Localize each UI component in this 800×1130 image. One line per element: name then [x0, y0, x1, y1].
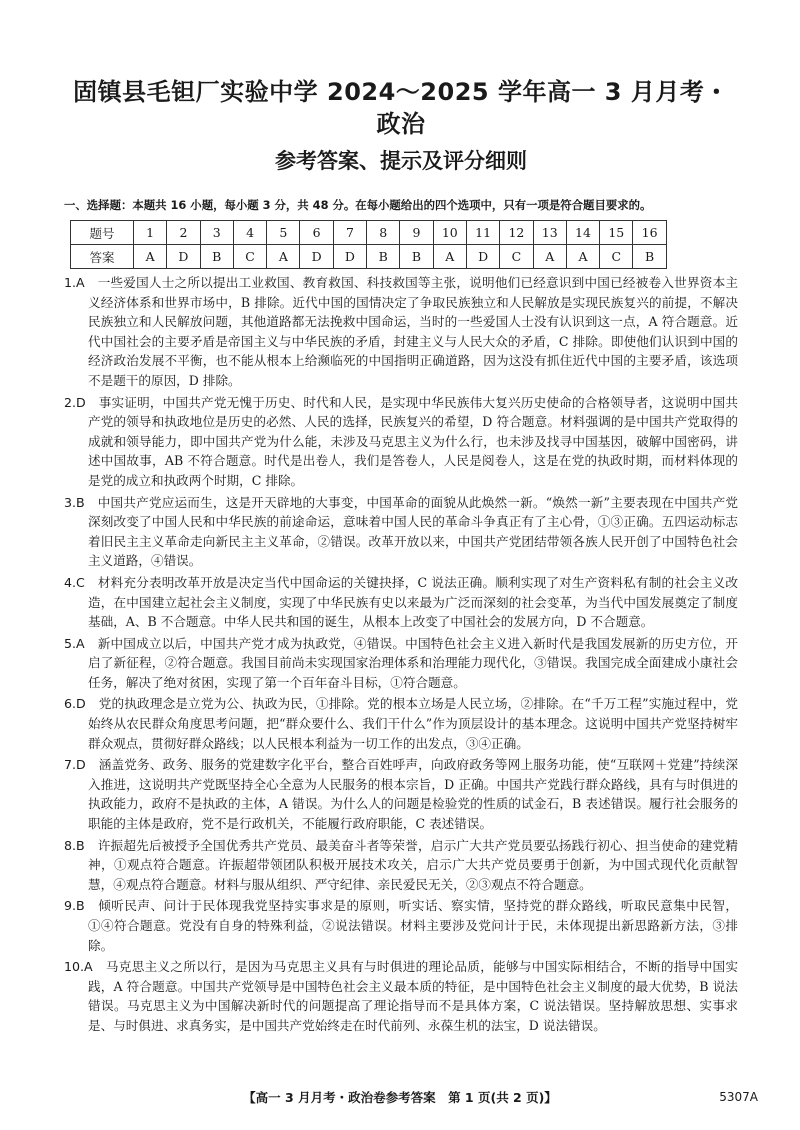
question-number: 11	[466, 221, 499, 245]
answer-letter: C	[600, 245, 633, 269]
item-number: 9.	[64, 898, 77, 914]
item-text: 材料充分表明改革开放是决定当代中国命运的关键抉择，C 说法正确。顺利实现了对生产资料私有制的社会主义改造，在中国建立起社会主义制度，实现了中华民族有史以来最为广泛而深刻的社会变革，为当代中国发展奠定了制度基础，A、B 不合题意。中华人民共和国的诞生，从根本上改变了中国社会的发展方向，D 不合题意。	[88, 574, 739, 630]
explanation-item	[64, 393, 738, 491]
item-text: 马克思主义之所以行，是因为马克思主义具有与时俱进的理论品质，能够与中国实际相结合，不断的指导中国实践，A 符合题意。中国共产党领导是中国特色社会主义最本质的特征，是中国特色社会主义制度的最大优势，B 说法错误。马克思主义为中国解决新时代的问题提高了理论指导而不是具体方案，C 说法错误。坚持解放思想、实事求是、与时俱进、求真务实，是中国共产党始终走在时代前列、永葆生机的法宝，D 说法错误。	[88, 959, 739, 1033]
page-footer: 【高一 3 月月考・政治卷参考答案 第 1 页(共 2 页)】	[243, 1090, 557, 1105]
answer-letter: B	[633, 245, 666, 269]
answer-table-row-label: 答案	[71, 245, 134, 269]
answer-table-row-label: 题号	[71, 221, 134, 245]
explanation-item	[64, 836, 738, 895]
question-number: 9	[400, 221, 433, 245]
item-number: 7.	[64, 757, 77, 773]
item-answer: B	[76, 494, 85, 510]
question-number: 13	[533, 221, 566, 245]
item-text: 倾听民声、问计于民体现我党坚持实事求是的原则，听实话、察实情，坚持党的群众路线，听取民意集中民智，①④符合题意。党没有自身的特殊利益，②说法错误。材料主要涉及党问计于民，未体现提出新思路新方法，③排除。	[88, 898, 739, 953]
explanation-item	[64, 896, 738, 955]
item-answer: D	[76, 394, 86, 410]
question-number: 6	[300, 221, 333, 245]
item-answer: B	[76, 837, 85, 853]
item-text: 党的执政理念是立党为公、执政为民，①排除。党的根本立场是人民立场，②排除。在“千万工程”实施过程中，党始终从农民群众角度思考问题，把“群众要什么、我们干什么”作为顶层设计的基本理念。这说明中国共产党坚持树牢群众观点，贯彻好群众路线；以人民根本利益为一切工作的出发点，③④正确。	[88, 696, 738, 751]
item-answer: B	[76, 898, 85, 914]
question-number: 10	[433, 221, 466, 245]
paper-code: 5307A	[719, 1090, 758, 1104]
answer-table-number-row	[71, 221, 667, 245]
question-number: 4	[233, 221, 266, 245]
answer-letter: D	[300, 245, 333, 269]
item-number: 4.	[64, 574, 77, 590]
question-number: 8	[367, 221, 400, 245]
answer-letter: A	[533, 245, 566, 269]
explanation-item	[64, 493, 738, 571]
page-subtitle: 参考答案、提示及评分细则	[275, 149, 527, 173]
item-answer: D	[76, 696, 86, 712]
answer-letter: A	[267, 245, 300, 269]
question-number: 2	[167, 221, 200, 245]
question-number: 7	[333, 221, 366, 245]
answer-table	[70, 220, 667, 269]
question-number: 16	[633, 221, 666, 245]
item-answer: D	[76, 757, 86, 773]
answer-letter: D	[466, 245, 499, 269]
question-number: 14	[566, 221, 599, 245]
item-answer: A	[84, 959, 93, 975]
answer-letter: B	[200, 245, 233, 269]
item-answer: A	[76, 275, 85, 290]
question-number: 5	[267, 221, 300, 245]
item-number: 1.	[64, 275, 77, 290]
answer-letter: A	[134, 245, 167, 269]
explanation-item	[64, 694, 738, 753]
item-text: 涵盖党务、政务、服务的党建数字化平台，整合百姓呼声，向政府政务等网上服务功能，使“互联网＋党建”持续深入推进，这说明共产党既坚持全心全意为人民服务的根本宗旨，D 正确。中国共产党践行群众路线，具有与时俱进的执政能力，政府不是执政的主体，A 错误。为什么人的问题是检验党的性质的试金石，B 表述错误。履行社会服务的职能的主体是政府，党不是行政机关，不能履行政府职能，C 表述错误。	[88, 757, 738, 832]
explanation-list	[64, 273, 738, 1036]
item-answer: A	[76, 635, 85, 651]
explanation-item	[64, 273, 738, 391]
question-number: 1	[134, 221, 167, 245]
answer-letter: A	[433, 245, 466, 269]
item-number: 6.	[64, 696, 77, 712]
question-number: 15	[600, 221, 633, 245]
answer-letter: C	[500, 245, 533, 269]
explanation-item	[64, 573, 738, 632]
item-text: 许振超先后被授予全国优秀共产党员、最美奋斗者等荣誉，启示广大共产党员要弘扬践行初心、担当使命的建党精神，①观点符合题意。许振超带领团队积极开展技术攻关，启示广大共产党员要勇于创新，为中国式现代化贡献智慧，④观点符合题意。材料与服从组织、严守纪律、亲民爱民无关，②③观点不符合题意。	[88, 837, 739, 892]
item-number: 5.	[64, 635, 77, 651]
answer-letter: A	[566, 245, 599, 269]
item-number: 3.	[64, 494, 77, 510]
question-number: 12	[500, 221, 533, 245]
explanation-item	[64, 755, 738, 833]
answer-letter: B	[367, 245, 400, 269]
answer-letter: D	[167, 245, 200, 269]
item-text: 新中国成立以后，中国共产党才成为执政党，④错误。中国特色社会主义进入新时代是我国发展新的历史方位，开启了新征程，②符合题意。我国目前尚未实现国家治理体系和治理能力现代化，③错误。我国完成全面建成小康社会任务，解决了绝对贫困，实现了第一个百年奋斗目标，①符合题意。	[88, 635, 739, 690]
answer-table-answer-row	[71, 245, 667, 269]
answer-letter: D	[333, 245, 366, 269]
item-text: 一些爱国人士之所以提出工业救国、教育救国、科技救国等主张，说明他们已经意识到中国已经被卷入世界资本主义经济体系和世界市场中，B 排除。近代中国的国情决定了争取民族独立和人民解放是实现民族复兴的前提，不解决民族独立和人民解放问题，其他道路都无法挽救中国命运，当时的一些爱国人士没有认识到这一点，A 符合题意。近代中国社会的主要矛盾是帝国主义与中华民族的矛盾，封建主义与人民大众的矛盾，C 排除。即使他们认识到中国的经济政治发展不平衡，也不能从根本上给濒临死的中国指明正确道路，因为这没有抓住近代中国的主要矛盾，该选项不是题干的原因，D 排除。	[88, 275, 739, 388]
page-title: 固镇县毛钽厂实验中学 2024～2025 学年高一 3 月月考・政治	[73, 78, 729, 138]
item-answer: C	[76, 574, 85, 590]
item-number: 8.	[64, 837, 77, 853]
answer-letter: B	[400, 245, 433, 269]
explanation-item	[64, 957, 738, 1035]
question-number: 3	[200, 221, 233, 245]
answer-letter: C	[233, 245, 266, 269]
section-heading: 一、选择题：本题共 16 小题，每小题 3 分，共 48 分。在每小题给出的四个选项中，只有一项是符合题目要求的。	[64, 198, 652, 212]
item-number: 10.	[64, 959, 85, 975]
item-text: 中国共产党应运而生，这是开天辟地的大事变，中国革命的面貌从此焕然一新。“焕然一新”主要表现在中国共产党深刻改变了中国人民和中华民族的前途命运，意味着中国人民的革命斗争真正有了主心骨，①③正确。五四运动标志着旧民主主义革命走向新民主主义革命，②错误。改革开放以来，中国共产党团结带领各族人民开创了中国特色社会主义道路，④错误。	[88, 494, 738, 569]
item-number: 2.	[64, 394, 77, 410]
item-text: 事实证明，中国共产党无愧于历史、时代和人民，是实现中华民族伟大复兴历史使命的合格领导者，这说明中国共产党的领导和执政地位是历史的必然、人民的选择，民族复兴的希望，D 符合题意。材料强调的是中国共产党取得的成就和领导能力，即中国共产党为什么能，未涉及马克思主义为什么行，也未涉及找寻中国基因，破解中国密码，讲述中国故事，AB 不符合题意。时代是出卷人，我们是答卷人，人民是阅卷人，这是在党的执政时期，而材料体现的是党的成立和执政两个时期，C 排除。	[88, 394, 739, 488]
explanation-item	[64, 634, 738, 693]
